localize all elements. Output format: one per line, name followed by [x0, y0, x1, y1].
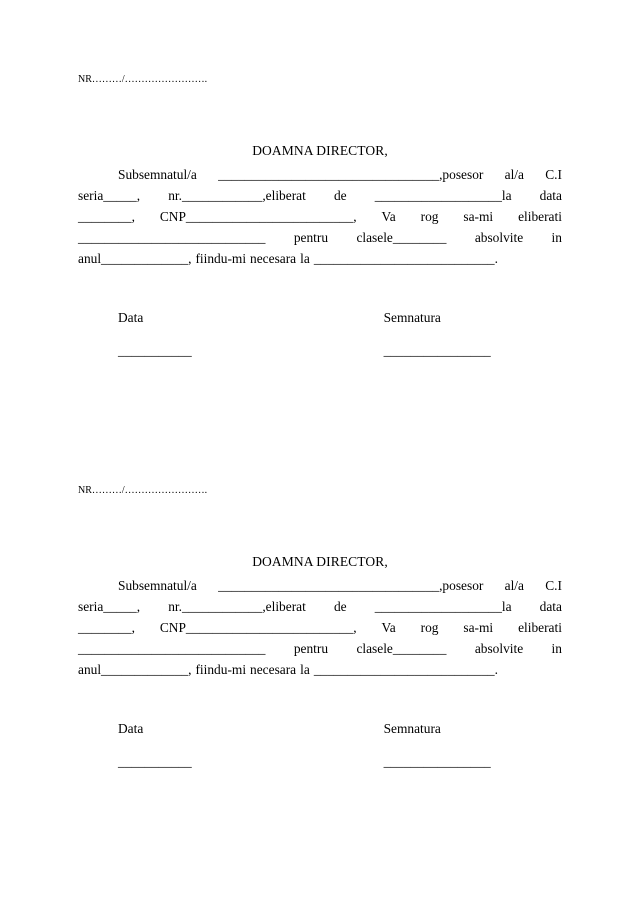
year-blank: anul_____________,	[78, 662, 192, 677]
form-title: DOAMNA DIRECTOR,	[252, 554, 388, 569]
word: absolvite	[474, 230, 524, 245]
word: Subsemnatul/a	[118, 167, 197, 182]
signature-label: Semnatura	[383, 310, 441, 325]
registration-number: NR………/…………………….	[78, 74, 208, 85]
issuer-blank: ___________________la	[374, 188, 512, 203]
signature-column	[384, 309, 562, 360]
signature-label: Semnatura	[383, 721, 441, 736]
name-blank: _________________________________,posesor	[218, 578, 484, 593]
word: pentru	[293, 230, 329, 245]
word: eliberati	[518, 209, 562, 224]
word: necesara	[250, 251, 297, 266]
year-blank: anul_____________,	[78, 251, 192, 266]
signature-line: ________________	[383, 754, 491, 769]
body-line-3	[78, 206, 562, 227]
date-column	[118, 720, 384, 771]
word: in	[551, 230, 562, 245]
word: sa-mi	[463, 209, 494, 224]
date-label: Data	[118, 310, 144, 325]
date-label: Data	[118, 721, 144, 736]
date-line: ___________	[118, 343, 192, 358]
request-form-2	[78, 484, 562, 771]
name-blank: _________________________________,posesor	[218, 167, 484, 182]
body-line-5	[78, 659, 562, 680]
word: data	[539, 599, 562, 614]
body-line-1	[78, 164, 562, 185]
word: fiindu-mi	[195, 251, 247, 266]
word: de	[333, 599, 347, 614]
purpose-blank: ___________________________.	[313, 662, 498, 677]
body-line-4	[78, 227, 562, 248]
word: Va	[381, 209, 396, 224]
word: la	[300, 251, 310, 266]
word: al/a	[504, 578, 524, 593]
classes-blank: clasele________	[356, 641, 447, 656]
signature-line: ________________	[383, 343, 491, 358]
registration-number: NR………/…………………….	[78, 485, 208, 496]
request-form-1	[78, 73, 562, 360]
date-blank: ________,	[78, 620, 135, 635]
word: Va	[381, 620, 396, 635]
body-line-4	[78, 638, 562, 659]
date-column	[118, 309, 384, 360]
series-blank: seria_____,	[78, 599, 141, 614]
number-blank: nr.____________,eliberat	[168, 599, 306, 614]
cnp-blank: CNP_________________________,	[159, 209, 357, 224]
word: la	[300, 662, 310, 677]
form-body	[78, 575, 562, 680]
word: rog	[420, 620, 439, 635]
issuer-blank: ___________________la	[374, 599, 512, 614]
word: de	[333, 188, 347, 203]
word: C.I	[545, 578, 562, 593]
body-line-3	[78, 617, 562, 638]
signature-row	[78, 720, 562, 771]
word: eliberati	[518, 620, 562, 635]
document-blank: ____________________________	[78, 641, 266, 656]
signature-row	[78, 309, 562, 360]
word: data	[539, 188, 562, 203]
word: C.I	[545, 167, 562, 182]
body-line-5	[78, 248, 562, 269]
form-title: DOAMNA DIRECTOR,	[252, 143, 388, 158]
word: necesara	[250, 662, 297, 677]
word: al/a	[504, 167, 524, 182]
word: absolvite	[474, 641, 524, 656]
cnp-blank: CNP_________________________,	[159, 620, 357, 635]
number-blank: nr.____________,eliberat	[168, 188, 306, 203]
document-blank: ____________________________	[78, 230, 266, 245]
body-line-2	[78, 596, 562, 617]
word: sa-mi	[463, 620, 494, 635]
word: fiindu-mi	[195, 662, 247, 677]
date-blank: ________,	[78, 209, 135, 224]
classes-blank: clasele________	[356, 230, 447, 245]
word: rog	[420, 209, 439, 224]
form-body	[78, 164, 562, 269]
body-line-2	[78, 185, 562, 206]
signature-column	[384, 720, 562, 771]
word: Subsemnatul/a	[118, 578, 197, 593]
series-blank: seria_____,	[78, 188, 141, 203]
body-line-1	[78, 575, 562, 596]
word: pentru	[293, 641, 329, 656]
purpose-blank: ___________________________.	[313, 251, 498, 266]
word: in	[551, 641, 562, 656]
date-line: ___________	[118, 754, 192, 769]
